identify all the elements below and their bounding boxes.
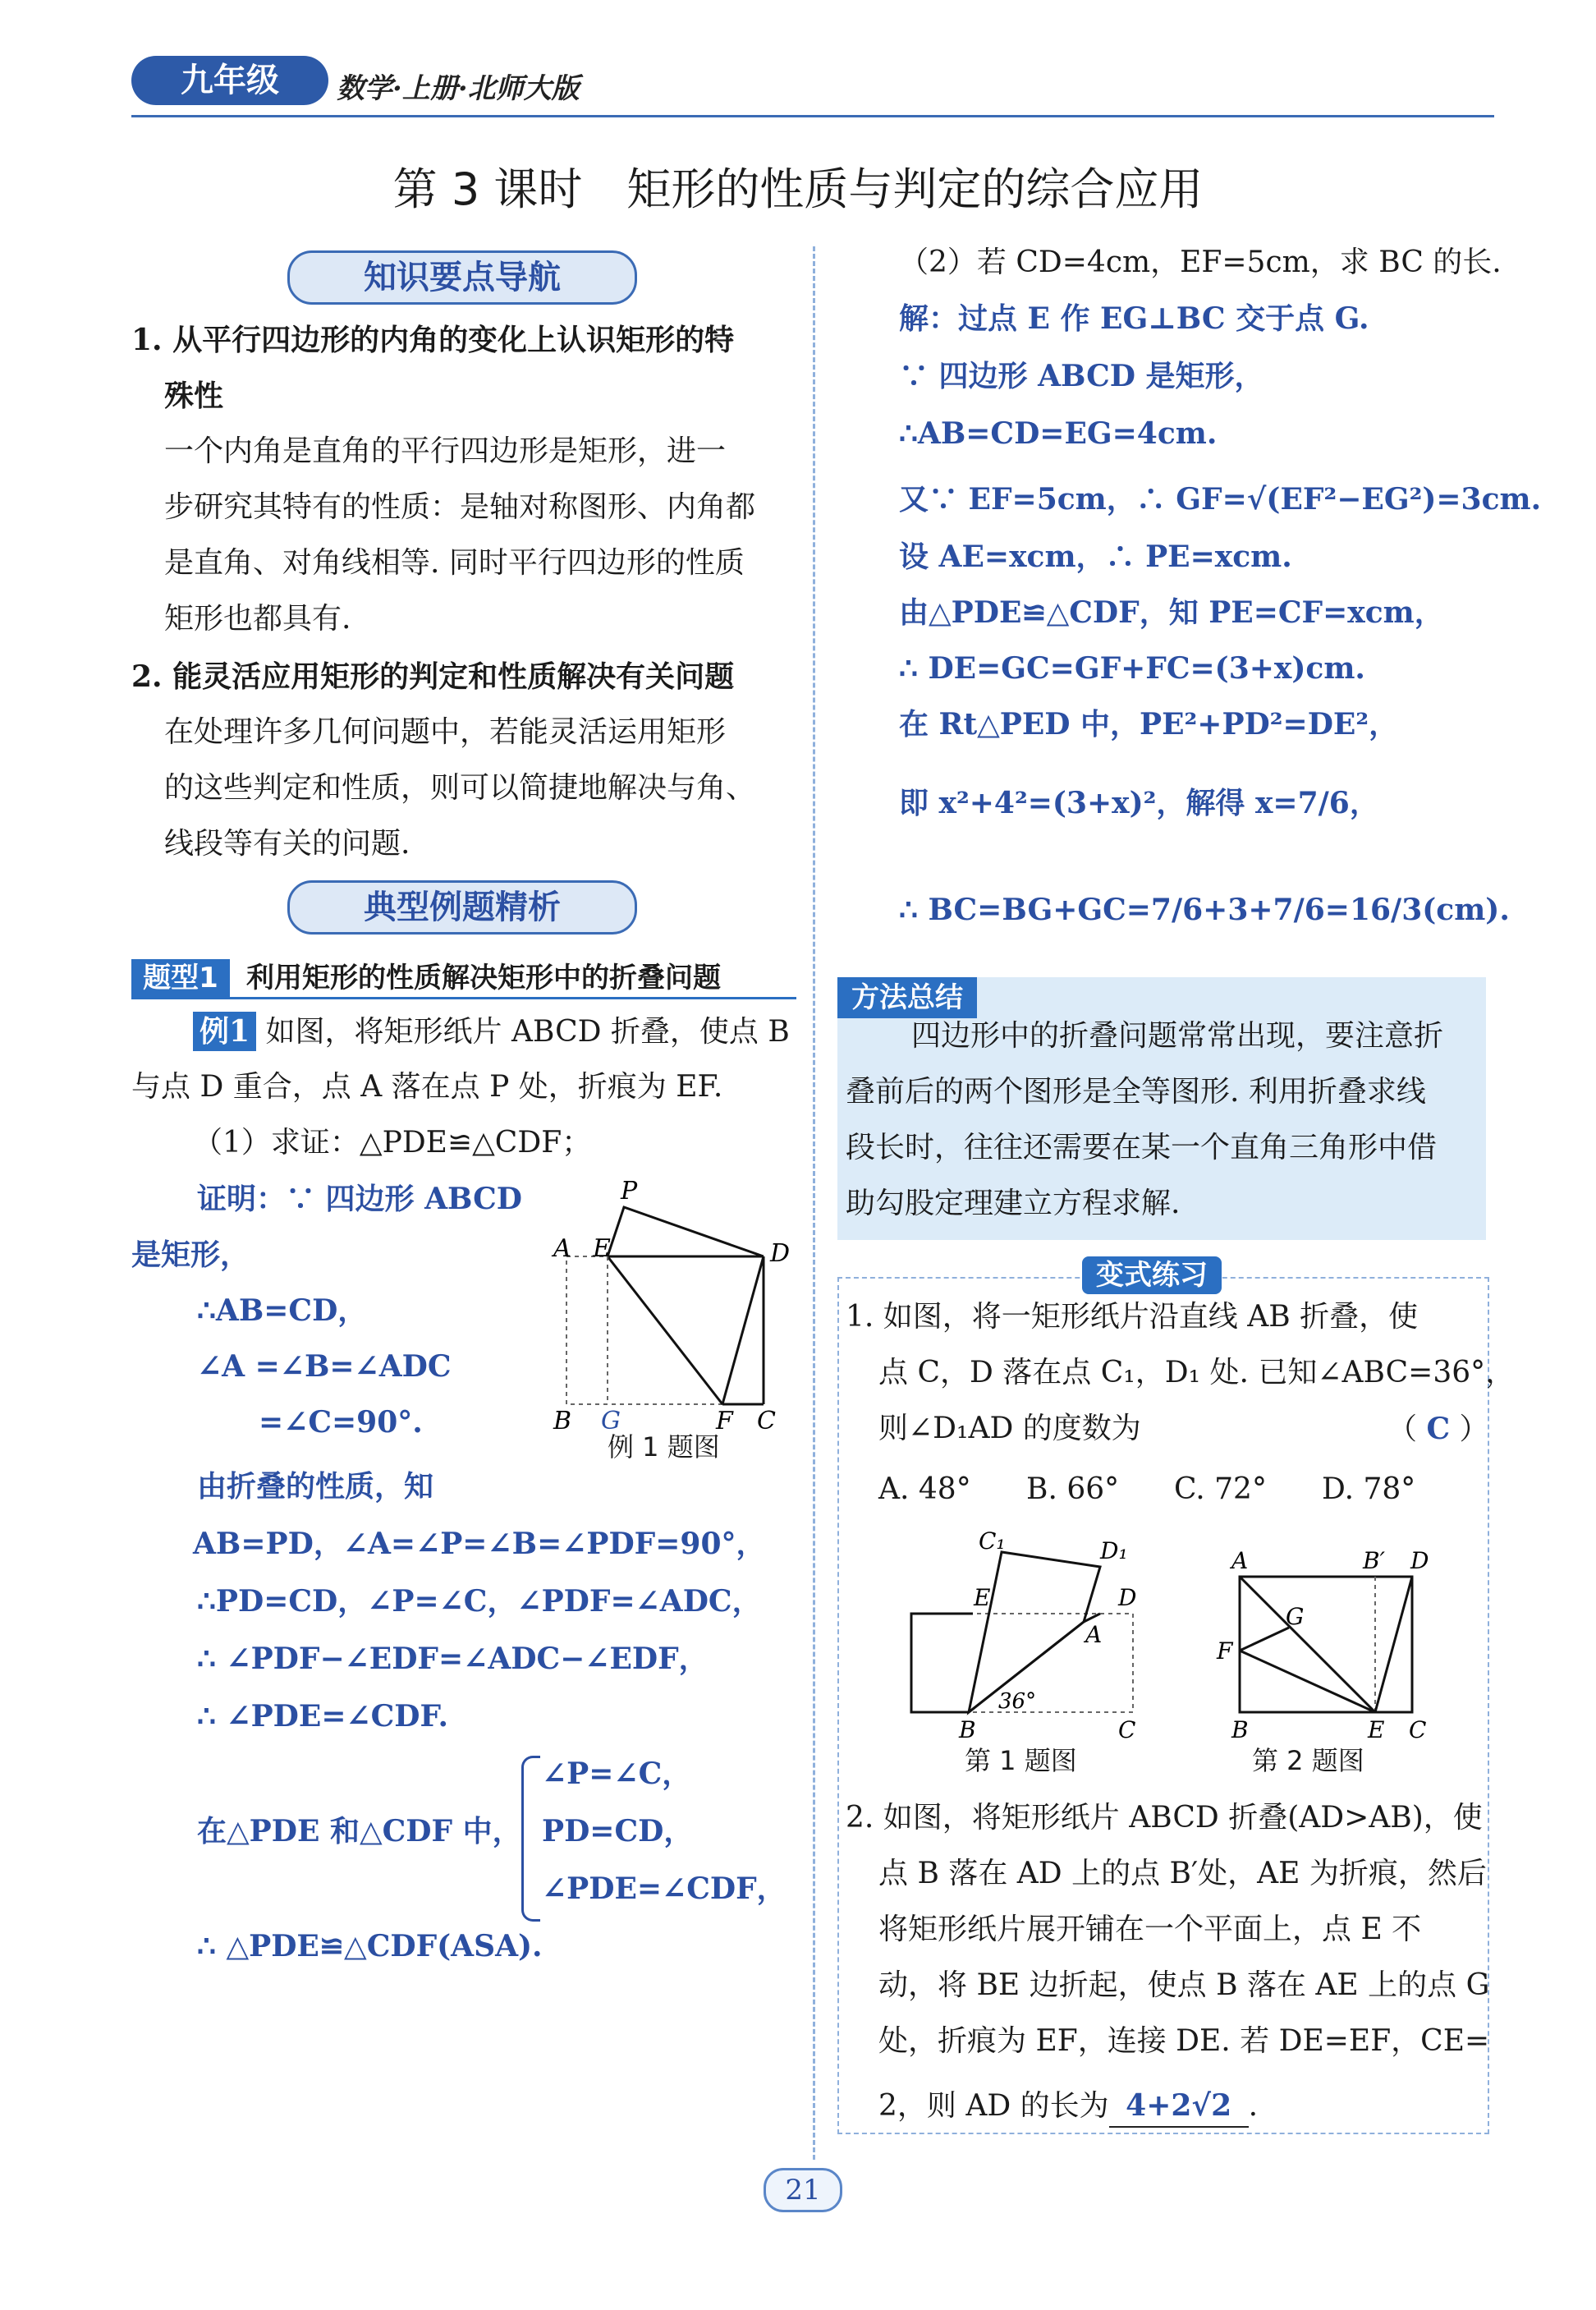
section-knowledge-heading: 知识要点导航 <box>287 250 637 305</box>
practice-q1-line: 则∠D₁AD 的度数为 <box>878 1412 1141 1445</box>
example-question-1: （1）求证：△PDE≌△CDF； <box>193 1126 592 1160</box>
practice-q1-answer: （ C ） <box>1387 1412 1489 1446</box>
practice-q2-last-text: 2，则 AD 的长为 <box>878 2089 1109 2123</box>
label-G: G <box>601 1407 621 1435</box>
rect-solid-part <box>911 1614 973 1712</box>
example-stem-line1: 如图，将矩形纸片 ABCD 折叠，使点 B <box>265 1015 790 1049</box>
label-B: B <box>553 1407 572 1435</box>
brace-lead: 在△PDE 和△CDF 中， <box>197 1814 522 1848</box>
option-a: A. 48° <box>878 1472 971 1506</box>
knowledge-text: 一个内角是直角的平行四边形是矩形，进一 <box>164 434 727 468</box>
solution-line: ∴AB=CD=EG=4cm. <box>899 416 1218 451</box>
solution-line: 在 Rt△PED 中，PE²+PD²=DE²， <box>899 707 1399 742</box>
proof-line: 证明：∵ 四边形 ABCD <box>197 1182 522 1216</box>
label-E: E <box>1368 1716 1385 1741</box>
label-C: C <box>1118 1716 1136 1741</box>
practice-tag: 变式练习 <box>1082 1256 1222 1294</box>
method-line: 叠前后的两个图形是全等图形. 利用折叠求线 <box>846 1075 1426 1109</box>
practice-q2-last: 2，则 AD 的长为 4+2√2 . <box>878 2086 1258 2128</box>
proof-conclusion: ∴ △PDE≌△CDF(ASA). <box>197 1929 543 1963</box>
example-badge: 例1 <box>193 1012 256 1051</box>
brace-item: ∠PDE=∠CDF， <box>542 1871 787 1906</box>
label-A: A <box>553 1234 571 1263</box>
practice-q2-line: 2. 如图，将矩形纸片 ABCD 折叠(AD>AB)，使 <box>846 1801 1483 1835</box>
knowledge-text: 在处理许多几何问题中，若能灵活运用矩形 <box>164 715 727 749</box>
practice-figure-2 <box>1199 1527 1445 1741</box>
label-D: D <box>1410 1547 1429 1574</box>
answer-value: 4+2√2 <box>1126 2088 1232 2123</box>
crease-EF <box>608 1256 722 1404</box>
segment-FG <box>1240 1628 1289 1651</box>
knowledge-point-1: 1. 从平行四边形的内角的变化上认识矩形的特 <box>131 323 735 357</box>
label-F: F <box>1217 1637 1233 1665</box>
type-badge: 题型1 <box>131 959 230 997</box>
practice-q1-line: 1. 如图，将一矩形纸片沿直线 AB 折叠，使 <box>846 1300 1419 1334</box>
section-examples-heading: 典型例题精析 <box>287 880 637 935</box>
practice-q2-line: 点 B 落在 AD 上的点 B′处，AE 为折痕，然后 <box>878 1857 1487 1890</box>
option-b: B. 66° <box>1026 1472 1120 1506</box>
column-divider <box>813 246 815 2160</box>
label-A: A <box>1085 1621 1103 1648</box>
angle-label: 36° <box>998 1689 1037 1714</box>
crease-AE <box>1240 1577 1375 1712</box>
option-d: D. 78° <box>1322 1472 1416 1506</box>
label-D1: D₁ <box>1100 1537 1128 1564</box>
solution-line: 即 x²+4²=(3+x)²，解得 x=7/6， <box>899 786 1379 820</box>
segment-EPD <box>608 1207 764 1256</box>
label-Bprime: B′ <box>1363 1547 1385 1574</box>
knowledge-point-1-cont: 殊性 <box>164 379 224 413</box>
example-stem-line2: 与点 D 重合，点 A 落在点 P 处，折痕为 EF. <box>131 1070 723 1104</box>
method-summary-tag: 方法总结 <box>837 977 977 1018</box>
segment-FD <box>722 1256 764 1404</box>
practice-q2-line: 将矩形纸片展开铺在一个平面上，点 E 不 <box>878 1913 1422 1946</box>
knowledge-text: 是直角、对角线相等. 同时平行四边形的性质 <box>164 546 745 580</box>
method-line: 助勾股定理建立方程求解. <box>846 1187 1181 1220</box>
knowledge-text: 步研究其特有的性质：是轴对称图形、内角都 <box>164 490 756 524</box>
brace <box>521 1756 540 1922</box>
label-B: B <box>959 1716 976 1741</box>
label-P: P <box>621 1177 638 1206</box>
label-D: D <box>1118 1584 1137 1611</box>
proof-line: 是矩形， <box>131 1238 250 1272</box>
solution-line: ∴ BC=BG+GC=7/6+3+7/6=16/3(cm). <box>899 893 1510 927</box>
label-G: G <box>1286 1603 1305 1630</box>
folded-part <box>969 1552 1103 1712</box>
knowledge-text: 矩形也都具有. <box>164 602 351 636</box>
knowledge-point-2: 2. 能灵活应用矩形的判定和性质解决有关问题 <box>131 659 735 694</box>
proof-line: ∴ ∠PDE=∠CDF. <box>197 1699 448 1734</box>
proof-line: ∴PD=CD，∠P=∠C，∠PDF=∠ADC， <box>197 1584 762 1619</box>
option-c: C. 72° <box>1174 1472 1267 1506</box>
method-line: 四边形中的折叠问题常常出现，要注意折 <box>911 1019 1444 1053</box>
proof-line: ∴AB=CD， <box>197 1293 368 1328</box>
type-title: 利用矩形的性质解决矩形中的折叠问题 <box>246 962 721 994</box>
header-rule <box>131 115 1494 117</box>
example-question-2: （2）若 CD=4cm，EF=5cm，求 BC 的长. <box>899 246 1502 279</box>
practice-q2-line: 处，折痕为 EF，连接 DE. 若 DE=EF，CE= <box>878 2024 1490 2058</box>
method-line: 段长时，往往还需要在某一个直角三角形中借 <box>846 1131 1438 1164</box>
page-number: 21 <box>764 2168 842 2212</box>
practice-figure-2-caption: 第 2 题图 <box>1252 1745 1364 1776</box>
label-A: A <box>1231 1547 1249 1574</box>
practice-q2-line: 动，将 BE 边折起，使点 B 落在 AE 上的点 G <box>878 1968 1490 2002</box>
label-B: B <box>1231 1716 1249 1741</box>
solution-line: 又∵ EF=5cm，∴ GF=√(EF²−EG²)=3cm. <box>899 482 1542 517</box>
example-1-figure <box>542 1174 805 1454</box>
practice-q1-line: 点 C，D 落在点 C₁，D₁ 处. 已知∠ABC=36°， <box>878 1356 1516 1389</box>
knowledge-text: 的这些判定和性质，则可以简捷地解决与角、 <box>164 771 756 805</box>
knowledge-text: 线段等有关的问题. <box>164 827 410 861</box>
proof-line: ∴ ∠PDF−∠EDF=∠ADC−∠EDF， <box>197 1642 709 1676</box>
label-C1: C₁ <box>979 1527 1006 1555</box>
label-D: D <box>770 1239 791 1268</box>
proof-line: =∠C=90°. <box>259 1405 423 1440</box>
solution-line: ∴ DE=GC=GF+FC=(3+x)cm. <box>899 651 1365 686</box>
crease-EF <box>1240 1651 1375 1712</box>
page-title: 第 3 课时 矩形的性质与判定的综合应用 <box>392 163 1204 215</box>
solution-line: ∵ 四边形 ABCD 是矩形， <box>899 359 1264 393</box>
solution-line: 解：过点 E 作 EG⊥BC 交于点 G. <box>899 301 1369 336</box>
label-C: C <box>757 1407 776 1435</box>
example-stem <box>193 1012 790 1052</box>
solution-line: 设 AE=xcm，∴ PE=xcm. <box>899 540 1292 574</box>
brace-item: ∠P=∠C， <box>542 1757 692 1791</box>
answer-blank <box>1109 2086 1249 2128</box>
proof-line: AB=PD，∠A=∠P=∠B=∠PDF=90°， <box>193 1527 766 1561</box>
proof-line: 由折叠的性质，知 <box>197 1469 434 1504</box>
proof-line: ∠A =∠B=∠ADC <box>197 1349 452 1384</box>
brace-item: PD=CD， <box>542 1814 694 1848</box>
label-F: F <box>716 1407 733 1435</box>
solution-line: 由△PDE≌△CDF，知 PE=CF=xcm， <box>899 595 1444 630</box>
answer-choice: C <box>1426 1412 1451 1446</box>
label-C: C <box>1409 1716 1427 1741</box>
rect-ABCD <box>1240 1577 1412 1712</box>
label-E: E <box>974 1584 991 1611</box>
example-figure-caption: 例 1 题图 <box>608 1431 720 1463</box>
grade-badge: 九年级 <box>131 56 328 105</box>
label-E: E <box>593 1234 611 1263</box>
subject-label: 数学·上册·北师大版 <box>337 72 580 105</box>
practice-figure-1-caption: 第 1 题图 <box>965 1745 1077 1776</box>
segment-DE <box>1375 1577 1412 1712</box>
type-rule <box>131 997 796 999</box>
practice-figure-1 <box>903 1527 1149 1741</box>
